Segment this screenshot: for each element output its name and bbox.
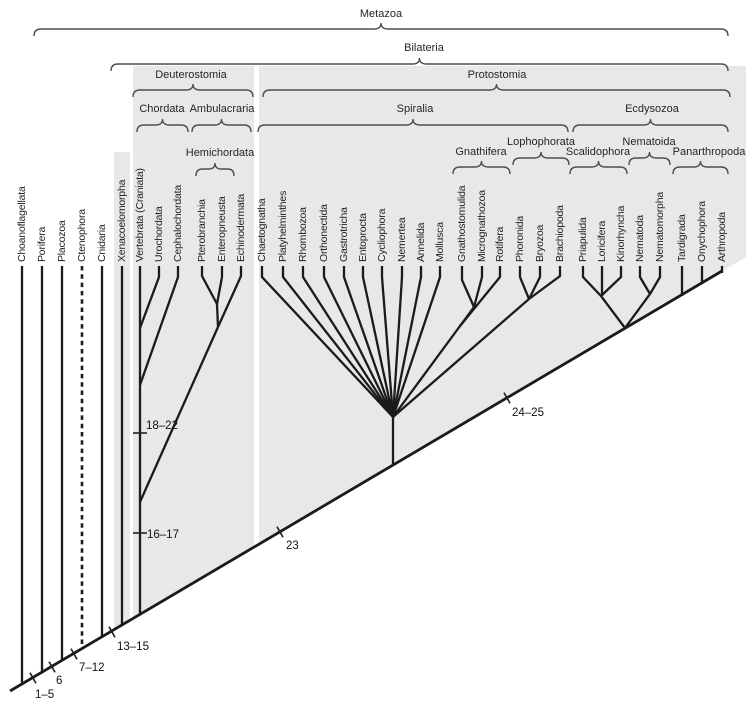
taxon-label-gnathostomulida: Gnathostomulida <box>456 185 468 262</box>
taxon-label-cephalochordata: Cephalochordata <box>172 185 184 262</box>
taxon-label-chaetognatha: Chaetognatha <box>256 198 268 262</box>
clade-label-protostomia: Protostomia <box>467 69 527 81</box>
node-number-label: 24–25 <box>512 407 544 419</box>
taxon-label-orthonectida: Orthonectida <box>318 204 330 262</box>
clade-label-ambulacraria: Ambulacraria <box>189 103 255 115</box>
clade-label-panarthropoda: Panarthropoda <box>672 146 746 158</box>
taxon-label-platyhelminthes: Platyhelminthes <box>277 190 289 262</box>
taxon-label-rotifera: Rotifera <box>494 226 506 262</box>
taxon-label-tardigrada: Tardigrada <box>676 214 688 262</box>
clade-label-spiralia: Spiralia <box>396 103 434 115</box>
clade-label-ecdysozoa: Ecdysozoa <box>625 103 679 115</box>
clade-label-nematoida: Nematoida <box>622 136 676 148</box>
clade-label-deuterostomia: Deuterostomia <box>155 69 227 81</box>
taxon-label-cycliophora: Cycliophora <box>376 208 388 262</box>
taxon-label-ctenophora: Ctenophora <box>76 209 88 262</box>
taxon-label-bryozoa: Bryozoa <box>534 224 546 262</box>
taxon-label-gastrotricha: Gastrotricha <box>338 207 350 262</box>
clade-label-metazoa: Metazoa <box>359 8 403 20</box>
taxon-label-porifera: Porifera <box>36 226 48 262</box>
node-number-label: 16–17 <box>147 529 179 541</box>
clade-label-gnathifera: Gnathifera <box>455 146 507 158</box>
taxon-label-nematomorpha: Nematomorpha <box>654 192 666 262</box>
taxon-label-xenacoelomorpha: Xenacoelomorpha <box>116 179 128 262</box>
node-number-label: 6 <box>56 675 63 687</box>
taxon-label-entoprocta: Entoprocta <box>357 213 369 262</box>
clade-label-lophophorata: Lophophorata <box>507 136 575 148</box>
taxon-label-enteropneusta: Enteropneusta <box>216 196 228 262</box>
taxon-label-cnidaria: Cnidaria <box>96 224 108 262</box>
clade-label-chordata: Chordata <box>139 103 185 115</box>
taxon-label-loricifera: Loricifera <box>596 220 608 262</box>
taxon-label-phoronida: Phoronida <box>514 215 526 262</box>
taxon-label-mollusca: Mollusca <box>434 222 446 262</box>
taxon-label-kinorhyncha: Kinorhyncha <box>615 205 627 262</box>
taxon-label-rhombozoa: Rhombozoa <box>297 207 309 262</box>
taxon-label-nematoda: Nematoda <box>634 215 646 262</box>
taxon-label-onychophora: Onychophora <box>696 201 708 262</box>
taxon-label-brachiopoda: Brachiopoda <box>554 205 566 262</box>
taxon-label-choanoflagellata: Choanoflagellata <box>16 186 28 262</box>
taxon-label-pterobranchia: Pterobranchia <box>196 199 208 262</box>
node-number-label: 13–15 <box>117 641 149 653</box>
clade-label-bilateria: Bilateria <box>404 42 444 54</box>
taxon-label-arthropoda: Arthropoda <box>716 212 728 262</box>
taxon-label-annelida: Annelida <box>415 222 427 262</box>
taxon-label-urochordata: Urochordata <box>153 206 165 262</box>
node-number-label: 18–22 <box>146 420 178 432</box>
taxon-label-micrognathozoa: Micrognathozoa <box>476 190 488 262</box>
taxon-label-priapulida: Priapulida <box>577 217 589 262</box>
clade-label-scalidophora: Scalidophora <box>565 146 631 158</box>
node-number-label: 1–5 <box>35 689 55 701</box>
clade-bracket-metazoa <box>34 23 728 36</box>
node-number-label: 23 <box>286 540 299 552</box>
taxon-label-placozoa: Placozoa <box>56 220 68 262</box>
node-number-label: 7–12 <box>79 662 105 674</box>
taxon-label-nemertea: Nemertea <box>396 217 408 262</box>
clade-label-hemichordata: Hemichordata <box>185 147 255 159</box>
taxon-label-echinodermata: Echinodermata <box>235 193 247 262</box>
taxon-label-vertebrata-craniata: Vertebrata (Craniata) <box>134 168 146 262</box>
branch-hemichordata-stem <box>217 304 218 327</box>
